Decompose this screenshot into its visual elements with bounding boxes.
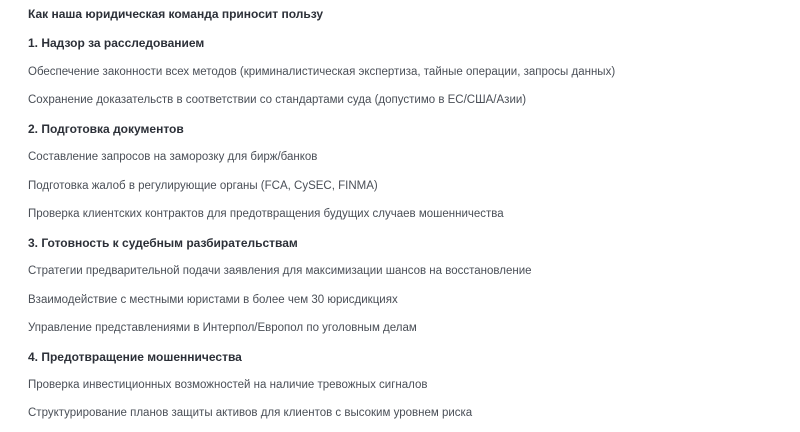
list-item: Подготовка жалоб в регулирующие органы (FCA, CySEC, FINMA) [28,180,378,192]
list-item: Взаимодействие с местными юристами в более чем 30 юрисдикциях [28,294,398,306]
page-title: Как наша юридическая команда приносит пользу [28,7,324,21]
section-heading-investigation: 1. Надзор за расследованием [28,36,205,50]
list-item: Составление запросов на заморозку для бирж/банков [28,151,318,163]
section-heading-fraud-prevention: 4. Предотвращение мошенничества [28,350,242,364]
list-item: Проверка клиентских контрактов для предотвращения будущих случаев мошенничества [28,208,504,220]
section-heading-documents: 2. Подготовка документов [28,122,184,136]
list-item: Структурирование планов защиты активов для клиентов с высоким уровнем риска [28,407,473,419]
list-item: Обеспечение законности всех методов (криминалистическая экспертиза, тайные операции, запросы данных) [28,66,616,78]
list-item: Стратегии предварительной подачи заявления для максимизации шансов на восстановление [28,265,532,277]
list-item: Проверка инвестиционных возможностей на наличие тревожных сигналов [28,379,428,391]
list-item: Сохранение доказательств в соответствии со стандартами суда (допустимо в ЕС/США/Азии) [28,94,527,106]
list-item: Управление представлениями в Интерпол/Европол по уголовным делам [28,322,417,334]
section-heading-litigation: 3. Готовность к судебным разбирательствам [28,236,298,250]
